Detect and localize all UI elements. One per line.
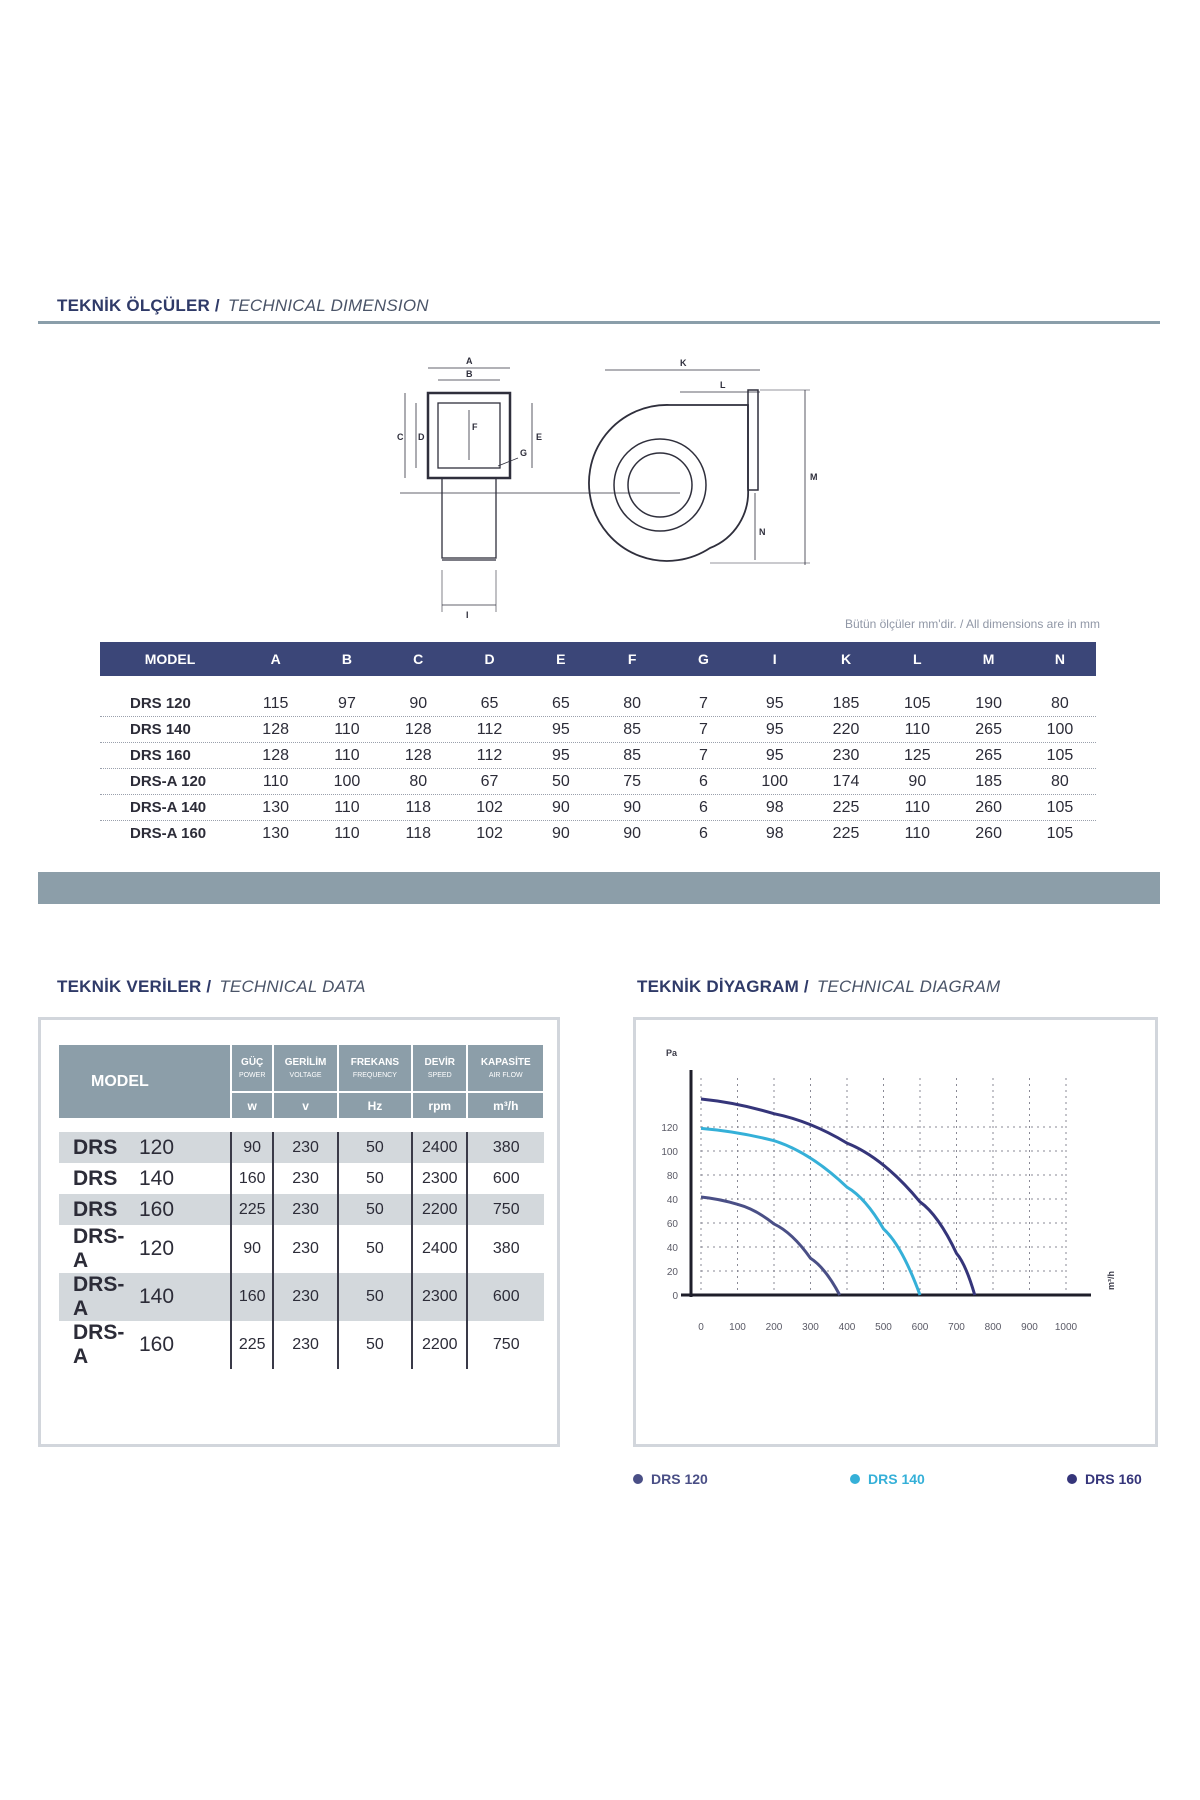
td-col-header-tr: KAPASİTE [480,1057,531,1068]
td-unit-header: Hz [338,1092,412,1118]
dim-value-cell: 100 [333,773,361,790]
technical-data-body [59,1132,544,1369]
dim-value-cell: 174 [832,773,860,790]
y-axis-label: Pa [666,1048,678,1058]
x-tick-label: 1000 [1054,1322,1078,1333]
dim-value-cell: 105 [1046,747,1074,764]
dim-value-cell: 130 [262,799,289,816]
technical-data-table [59,1045,545,1369]
dim-model-cell: DRS 160 [130,747,191,764]
dim-value-cell: 112 [476,721,503,738]
dim-value-cell: 95 [551,721,570,738]
x-tick-label: 100 [729,1322,746,1333]
dim-value-cell: 128 [262,721,289,738]
dim-col-header: F [627,651,637,667]
dim-value-cell: 6 [698,799,708,816]
td-value-cell: 225 [231,1321,273,1369]
td-value-cell: 230 [273,1163,337,1194]
dim-value-cell: 185 [975,773,1002,790]
td-value-cell: 50 [338,1225,412,1273]
scroll-housing [589,405,748,561]
td-series-cell: DRS [59,1132,139,1163]
dim-value-cell: 90 [908,773,927,790]
td-value-cell: 2200 [412,1321,467,1369]
dim-value-cell: 260 [975,799,1002,816]
td-size-cell: 160 [139,1194,231,1225]
dim-value-cell: 225 [832,799,860,816]
dim-col-header: G [697,651,709,667]
td-table-row [59,1194,544,1225]
dim-value-cell: 110 [334,799,360,816]
diagram-title-tr: TEKNİK DİYAGRAM / [637,977,809,996]
front-body [442,478,496,558]
td-col-header-en: AIR FLOW [488,1072,523,1079]
legend-item [633,1471,708,1487]
y-tick-label: 0 [672,1291,678,1302]
performance-chart [636,1020,1155,1444]
dim-value-cell: 65 [480,695,499,712]
td-col-header-tr: GÜÇ [241,1057,264,1068]
td-col-header [231,1045,273,1092]
label-n: N [759,527,766,537]
td-size-cell: 160 [139,1333,175,1356]
td-value-cell: 50 [338,1163,412,1194]
legend-dot-icon [633,1474,643,1484]
dimension-title-tr: TEKNİK ÖLÇÜLER / [57,296,220,315]
dim-model-cell: DRS-A 160 [130,825,207,842]
td-value-cell: 2300 [412,1163,467,1194]
dimension-title-en: TECHNICAL DIMENSION [227,296,429,315]
y-tick-label: 60 [666,1219,678,1230]
dim-table-row [100,690,1096,717]
x-tick-label: 300 [802,1322,819,1333]
td-table-row [59,1321,544,1369]
dim-value-cell: 95 [765,747,784,764]
td-col-header [273,1045,337,1092]
dim-value-cell: 128 [404,747,432,764]
td-unit-header: rpm [412,1092,467,1118]
model-header: MODEL [59,1045,231,1118]
dim-value-cell: 265 [975,721,1002,738]
td-series-cell: DRS [73,1166,118,1190]
label-b: B [466,369,473,379]
td-col-header [338,1045,412,1092]
td-value-cell: 2400 [412,1132,467,1163]
td-value-cell: 2200 [412,1194,467,1225]
data-title-tr: TEKNİK VERİLER / [57,977,212,996]
td-value-cell: 90 [231,1225,273,1273]
td-size-cell: 120 [139,1132,231,1163]
td-series-cell: DRS-A [73,1321,125,1368]
dim-col-header: B [341,651,352,667]
dim-value-cell: 90 [551,825,570,842]
x-tick-label: 900 [1021,1322,1038,1333]
dim-col-header: D [484,651,495,667]
dim-value-cell: 110 [334,721,360,738]
td-col-header-tr: DEVİR [424,1057,456,1068]
label-a: A [466,356,473,366]
x-tick-label: 600 [911,1322,929,1333]
label-c: C [397,432,404,442]
data-title-en: TECHNICAL DATA [219,977,366,996]
dim-value-cell: 225 [832,825,860,842]
dim-value-cell: 128 [262,747,289,764]
dim-value-cell: 80 [623,695,642,712]
td-col-header [467,1045,544,1092]
td-value-cell: 2400 [412,1225,467,1273]
td-value-cell: 750 [467,1194,544,1225]
dim-value-cell: 230 [832,747,860,764]
technical-data-panel [38,1017,560,1447]
dim-value-cell: 85 [623,747,642,764]
y-tick-label: 80 [666,1171,678,1182]
section-divider-band [38,872,1160,904]
dim-value-cell: 95 [765,695,784,712]
dim-model-cell: DRS 120 [130,695,191,712]
td-value-cell: 50 [338,1194,412,1225]
td-value-cell: 230 [273,1132,337,1163]
units-note: Bütün ölçüler mm'dir. / All dimensions are in mm [844,617,1100,631]
td-value-cell: 380 [467,1132,544,1163]
dim-value-cell: 130 [262,825,289,842]
label-d: D [418,432,425,442]
dim-value-cell: 100 [1046,721,1074,738]
dim-col-header: N [1054,651,1065,667]
dim-value-cell: 100 [761,773,789,790]
outlet-flange [748,390,758,490]
dim-value-cell: 102 [476,799,503,816]
dim-value-cell: 260 [975,825,1002,842]
x-tick-label: 200 [765,1322,783,1333]
x-tick-label: 700 [948,1322,965,1333]
data-section-title [57,977,366,997]
diagram-title-en: TECHNICAL DIAGRAM [816,977,1001,996]
dim-col-header: A [270,651,281,667]
label-m: M [810,472,818,482]
dim-value-cell: 190 [975,695,1002,712]
dim-value-cell: 220 [832,721,860,738]
dim-value-cell: 50 [551,773,570,790]
dim-value-cell: 115 [262,695,289,712]
series-line-drs-160 [701,1099,975,1295]
dim-value-cell: 110 [904,799,931,816]
dimension-rule [38,321,1160,324]
dim-value-cell: 80 [409,773,428,790]
y-tick-label: 40 [666,1243,678,1254]
td-value-cell: 230 [273,1273,337,1321]
dim-col-header: I [772,651,777,667]
td-col-header-tr: FREKANS [350,1057,400,1068]
dim-value-cell: 112 [476,747,503,764]
dim-col-header: E [556,651,566,667]
td-unit-header: m³/h [467,1092,544,1118]
legend-dot-icon [850,1474,860,1484]
td-value-cell: 230 [273,1194,337,1225]
td-value-cell: 230 [273,1321,337,1369]
td-value-cell: 600 [467,1273,544,1321]
td-unit-header: v [273,1092,337,1118]
diagram-section-title [637,977,1000,997]
legend-label: DRS 120 [651,1471,708,1487]
dim-col-header: K [840,651,852,667]
td-value-cell: 380 [467,1225,544,1273]
dim-value-cell: 6 [698,773,708,790]
td-col-header [412,1045,467,1092]
legend-dot-icon [1067,1474,1077,1484]
dim-value-cell: 110 [904,721,931,738]
td-value-cell: 230 [273,1225,337,1273]
td-value-cell: 50 [338,1273,412,1321]
dim-value-cell: 97 [338,695,356,712]
dim-value-cell: 7 [698,747,708,764]
td-value-cell: 225 [231,1194,273,1225]
y-tick-label: 120 [661,1123,678,1134]
td-value-cell: 90 [231,1132,273,1163]
td-col-header-en: SPEED [427,1072,452,1079]
dim-value-cell: 7 [698,721,708,738]
dim-value-cell: 118 [405,825,431,842]
label-e: E [536,432,543,442]
technical-data-header-row [59,1045,544,1092]
dim-value-cell: 90 [623,799,642,816]
technical-diagram-panel [633,1017,1158,1447]
dim-value-cell: 102 [476,825,503,842]
dim-col-header: MODEL [144,651,196,667]
td-col-header-en: VOLTAGE [289,1072,322,1079]
x-tick-label: 0 [698,1322,704,1333]
dim-value-cell: 90 [551,799,570,816]
dim-col-header: C [413,651,424,667]
dim-value-cell: 110 [262,773,289,790]
td-size-cell: 120 [139,1237,175,1260]
td-series-cell: DRS [59,1194,139,1225]
dim-model-cell: DRS-A 120 [130,773,207,790]
legend-item [1067,1471,1142,1487]
dim-value-cell: 105 [1046,799,1074,816]
dim-value-cell: 95 [765,721,784,738]
dim-value-cell: 128 [404,721,432,738]
td-table-row [59,1273,544,1321]
y-tick-label: 40 [666,1195,678,1206]
dim-value-cell: 80 [1051,695,1069,712]
dim-table-row [100,820,1096,847]
series-line-drs-120 [701,1197,840,1295]
label-i: I [466,610,469,620]
x-tick-label: 400 [838,1322,856,1333]
dim-model-cell: DRS-A 140 [130,799,207,816]
dim-value-cell: 6 [698,825,708,842]
fan-dimension-drawing [380,350,860,625]
legend-label: DRS 140 [868,1471,925,1487]
legend-label: DRS 160 [1085,1471,1142,1487]
label-k: K [680,358,687,368]
dim-value-cell: 7 [698,695,708,712]
label-l: L [720,380,726,390]
label-g: G [520,448,528,458]
label-f: F [472,422,478,432]
td-table-row [59,1132,544,1163]
td-value-cell: 50 [338,1321,412,1369]
y-tick-label: 100 [661,1147,678,1158]
dim-value-cell: 75 [623,773,642,790]
dim-value-cell: 110 [334,825,360,842]
td-value-cell: 160 [231,1273,273,1321]
x-tick-label: 800 [984,1322,1002,1333]
td-series-cell: DRS-A [59,1273,139,1321]
dim-value-cell: 85 [623,721,642,738]
dimension-section-title [57,296,429,316]
inlet-ring-inner [628,453,692,517]
dim-model-cell: DRS 140 [130,721,191,738]
dim-table-row [100,794,1096,821]
td-value-cell: 2300 [412,1273,467,1321]
td-table-row [59,1163,544,1194]
y-tick-label: 20 [666,1267,678,1278]
td-size-cell: 140 [139,1273,231,1321]
dim-value-cell: 185 [832,695,860,712]
dim-table-row [100,742,1096,769]
dim-value-cell: 105 [1046,825,1074,842]
legend-item [850,1471,925,1487]
td-size-cell: 140 [139,1166,175,1190]
dim-value-cell: 118 [405,799,431,816]
td-value-cell: 160 [231,1163,273,1194]
dim-value-cell: 90 [623,825,642,842]
dim-value-cell: 98 [765,825,784,842]
dim-value-cell: 65 [551,695,570,712]
x-axis-label: m³/h [1106,1271,1116,1290]
x-tick-label: 500 [875,1322,892,1333]
dim-value-cell: 125 [903,747,931,764]
td-value-cell: 600 [467,1163,544,1194]
td-col-header-en: POWER [238,1072,266,1079]
dimension-table-header [100,642,1096,676]
dim-col-header: L [913,651,922,667]
td-table-row [59,1225,544,1273]
td-series-cell: DRS-A [73,1225,125,1272]
td-value-cell: 750 [467,1321,544,1369]
dim-table-row [100,716,1096,743]
dim-value-cell: 80 [1051,773,1069,790]
dim-value-cell: 98 [765,799,784,816]
dim-col-header: M [982,651,995,667]
dim-value-cell: 67 [480,773,499,790]
dim-value-cell: 110 [334,747,360,764]
dim-value-cell: 105 [903,695,931,712]
td-unit-header: w [231,1092,273,1118]
dim-value-cell: 95 [551,747,570,764]
dim-value-cell: 110 [904,825,931,842]
td-value-cell: 50 [338,1132,412,1163]
td-col-header-tr: GERİLİM [284,1057,327,1068]
td-col-header-en: FREQUENCY [352,1072,397,1079]
dim-value-cell: 265 [975,747,1002,764]
dim-value-cell: 90 [409,695,428,712]
dim-table-row [100,768,1096,795]
